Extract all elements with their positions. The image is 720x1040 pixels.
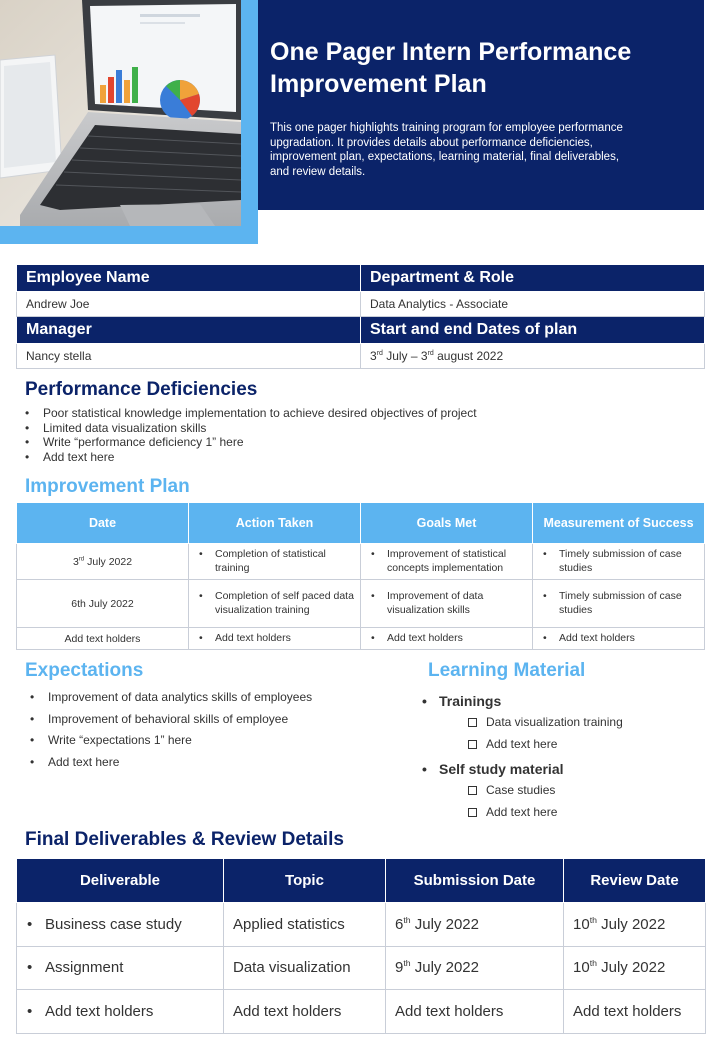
- plan-action: • Completion of statistical training: [189, 544, 361, 580]
- laptop-photo: [0, 0, 241, 226]
- employee-name-value: Andrew Joe: [17, 292, 361, 317]
- topic-cell: Add text holders: [224, 990, 386, 1034]
- column-header-review: Review Date: [564, 859, 706, 903]
- list-item: • Limited data visualization skills: [25, 421, 505, 436]
- learning-material-title: Learning Material: [428, 660, 586, 681]
- learning-material-list: [420, 690, 700, 823]
- list-item: • Add text here: [30, 752, 330, 774]
- department-value: Data Analytics - Associate: [361, 292, 705, 317]
- deliverable-cell: • Assignment: [17, 946, 224, 990]
- plan-measure: • Timely submission of case studies: [533, 544, 705, 580]
- final-deliverables-table: [16, 858, 706, 1034]
- page-description: This one pager highlights training program for employee performance upgradation. It provides details about performance deficiencies, improvement plan, expectations, learning material, final deliverables, and review details.: [270, 122, 623, 178]
- column-header-submission: Submission Date: [386, 859, 564, 903]
- table-row: [17, 544, 705, 580]
- topic-cell: Applied statistics: [224, 903, 386, 947]
- column-header-date: Date: [17, 503, 189, 544]
- list-item: • Write “expectations 1” here: [30, 730, 330, 752]
- plan-goal: • Improvement of data visualization skills: [361, 580, 533, 628]
- deficiencies-title: Performance Deficiencies: [25, 379, 258, 400]
- page-title: One Pager Intern Performance Improvement Plan: [270, 38, 632, 98]
- deficiencies-list: [25, 406, 505, 464]
- review-cell: 10th July 2022: [564, 903, 706, 947]
- topic-cell: Data visualization: [224, 946, 386, 990]
- expectations-list: [30, 687, 330, 774]
- plan-dates-value: 3rd July – 3rd august 2022: [361, 344, 705, 369]
- plan-action: • Completion of self paced data visualization training: [189, 580, 361, 628]
- review-cell: 10th July 2022: [564, 946, 706, 990]
- plan-date: 6th July 2022: [17, 580, 189, 628]
- submission-cell: Add text holders: [386, 990, 564, 1034]
- list-item: Add text here: [420, 734, 700, 756]
- list-item: • Improvement of data analytics skills of employees: [30, 687, 330, 709]
- checkbox-icon: [468, 786, 477, 795]
- header-panel: [258, 0, 704, 210]
- table-row: [17, 903, 706, 947]
- department-label: Department & Role: [361, 265, 705, 292]
- plan-measure: • Timely submission of case studies: [533, 580, 705, 628]
- review-cell: Add text holders: [564, 990, 706, 1034]
- plan-date: Add text holders: [17, 628, 189, 650]
- employee-info-table: [16, 264, 705, 369]
- list-item: Data visualization training: [420, 712, 700, 734]
- employee-name-label: Employee Name: [17, 265, 361, 292]
- deliverable-cell: • Add text holders: [17, 990, 224, 1034]
- plan-dates-label: Start and end Dates of plan: [361, 317, 705, 344]
- manager-label: Manager: [17, 317, 361, 344]
- plan-action: • Add text holders: [189, 628, 361, 650]
- column-header-goals: Goals Met: [361, 503, 533, 544]
- expectations-title: Expectations: [25, 660, 144, 681]
- list-item: Case studies: [420, 780, 700, 802]
- column-header-topic: Topic: [224, 859, 386, 903]
- improvement-plan-table: [16, 502, 705, 650]
- checkbox-icon: [468, 808, 477, 817]
- checkbox-icon: [468, 740, 477, 749]
- learning-group-label: • Self study material: [420, 758, 700, 780]
- table-row: [17, 990, 706, 1034]
- table-row: [17, 628, 705, 650]
- table-row: [17, 580, 705, 628]
- list-item: • Add text here: [25, 450, 505, 465]
- column-header-deliverable: Deliverable: [17, 859, 224, 903]
- column-header-measurement: Measurement of Success: [533, 503, 705, 544]
- deliverable-cell: • Business case study: [17, 903, 224, 947]
- plan-goal: • Add text holders: [361, 628, 533, 650]
- learning-group-label: • Trainings: [420, 690, 700, 712]
- column-header-action: Action Taken: [189, 503, 361, 544]
- plan-goal: • Improvement of statistical concepts implementation: [361, 544, 533, 580]
- plan-measure: • Add text holders: [533, 628, 705, 650]
- list-item: • Poor statistical knowledge implementation to achieve desired objectives of project: [25, 406, 505, 421]
- list-item: • Improvement of behavioral skills of employee: [30, 709, 330, 731]
- checkbox-icon: [468, 718, 477, 727]
- manager-value: Nancy stella: [17, 344, 361, 369]
- list-item: • Write “performance deficiency 1” here: [25, 435, 505, 450]
- final-deliverables-title: Final Deliverables & Review Details: [25, 829, 344, 850]
- submission-cell: 9th July 2022: [386, 946, 564, 990]
- improvement-plan-title: Improvement Plan: [25, 476, 190, 497]
- table-row: [17, 946, 706, 990]
- submission-cell: 6th July 2022: [386, 903, 564, 947]
- list-item: Add text here: [420, 802, 700, 824]
- plan-date: 3rd July 2022: [17, 544, 189, 580]
